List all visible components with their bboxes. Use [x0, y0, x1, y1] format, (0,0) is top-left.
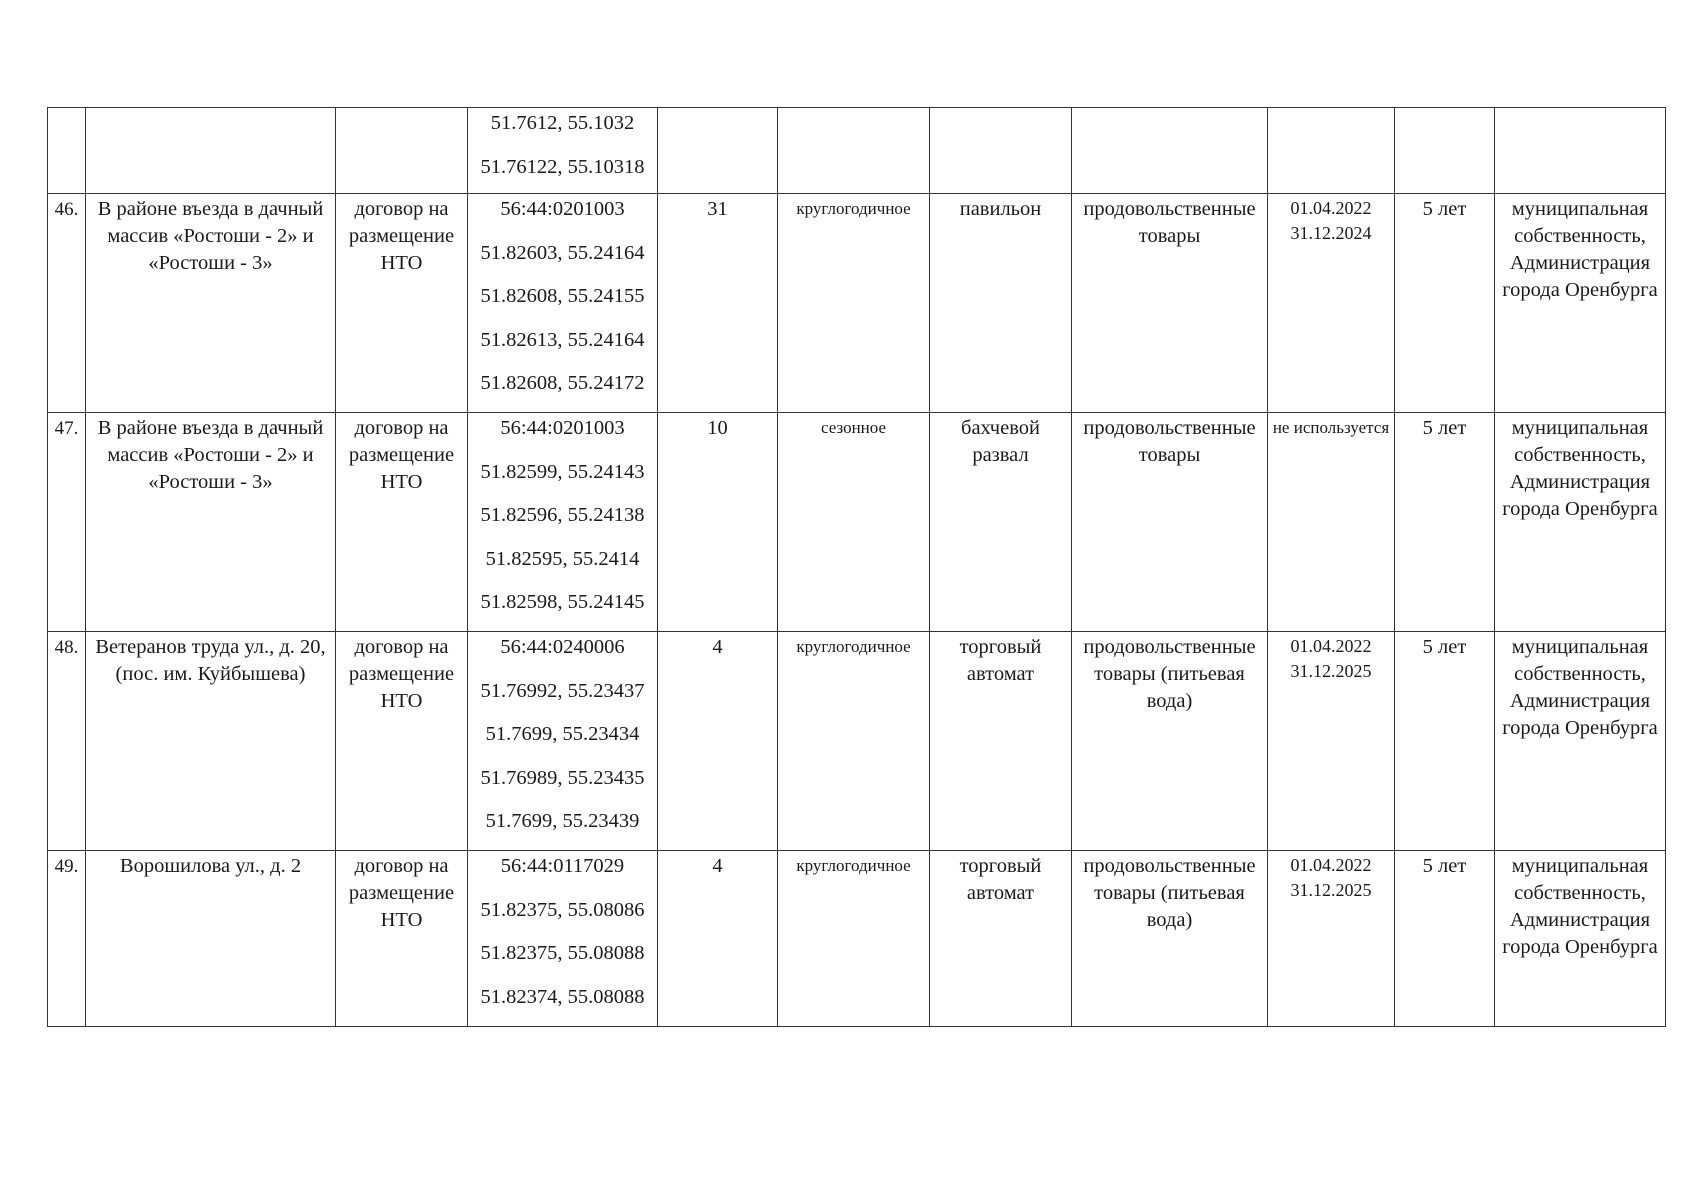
dates-cell: не используется [1268, 413, 1395, 632]
dates-cell: 01.04.2022 31.12.2025 [1268, 632, 1395, 851]
dates-cell [1268, 108, 1395, 194]
period-cell [778, 108, 930, 194]
coordinate-line: 51.82375, 55.08088 [480, 942, 645, 964]
term-cell: 5 лет [1395, 194, 1495, 413]
basis-cell: договор на размещение НТО [336, 851, 468, 1027]
owner-cell: муниципальная собственность, Администрация города Оренбурга [1495, 851, 1666, 1027]
owner-cell: муниципальная собственность, Администрация города Оренбурга [1495, 194, 1666, 413]
table-row [48, 108, 1666, 194]
address-cell: Ветеранов труда ул., д. 20, (пос. им. Куйбышева) [86, 632, 336, 851]
basis-cell: договор на размещение НТО [336, 632, 468, 851]
area-cell: 4 [658, 632, 778, 851]
period-cell: круглогодичное [778, 851, 930, 1027]
row-number-cell [48, 108, 86, 194]
nto-placement-table [47, 107, 1666, 1027]
basis-cell: договор на размещение НТО [336, 194, 468, 413]
coordinate-line: 56:44:0201003 [500, 417, 625, 439]
table-row [48, 632, 1666, 851]
row-number-cell: 46. [48, 194, 86, 413]
address-cell: В районе въезда в дачный массив «Ростоши - 2» и «Ростоши - 3» [86, 413, 336, 632]
coordinate-line: 51.82596, 55.24138 [480, 504, 645, 526]
address-cell [86, 108, 336, 194]
coordinate-line: 51.82595, 55.2414 [485, 547, 640, 570]
coordinates-cell [468, 413, 658, 632]
coordinate-line: 51.76989, 55.23435 [480, 766, 645, 789]
period-cell: круглогодичное [778, 194, 930, 413]
coordinates-cell [468, 194, 658, 413]
basis-cell: договор на размещение НТО [336, 413, 468, 632]
row-number-cell: 48. [48, 632, 86, 851]
row-number-cell: 47. [48, 413, 86, 632]
dates-cell: 01.04.2022 31.12.2025 [1268, 851, 1395, 1027]
coordinate-line: 51.7612, 55.1032 [490, 112, 635, 134]
coordinate-line: 51.82608, 55.24155 [480, 285, 645, 307]
goods-cell [1072, 108, 1268, 194]
goods-cell: продовольственные товары [1072, 194, 1268, 413]
table-row [48, 851, 1666, 1027]
coordinate-line: 51.82599, 55.24143 [480, 460, 645, 483]
term-cell: 5 лет [1395, 851, 1495, 1027]
coordinate-line: 56:44:0240006 [500, 636, 625, 658]
coordinates-cell [468, 851, 658, 1027]
coordinate-line: 51.76122, 55.10318 [480, 155, 645, 178]
object-type-cell: павильон [930, 194, 1072, 413]
goods-cell: продовольственные товары (питьевая вода) [1072, 851, 1268, 1027]
coordinate-line: 56:44:0117029 [500, 855, 625, 877]
object-type-cell: бахчевой развал [930, 413, 1072, 632]
term-cell: 5 лет [1395, 413, 1495, 632]
table-row [48, 413, 1666, 632]
object-type-cell: торговый автомат [930, 851, 1072, 1027]
term-cell: 5 лет [1395, 632, 1495, 851]
table-body [48, 108, 1666, 1027]
goods-cell: продовольственные товары (питьевая вода) [1072, 632, 1268, 851]
owner-cell: муниципальная собственность, Администрация города Оренбурга [1495, 413, 1666, 632]
goods-cell: продовольственные товары [1072, 413, 1268, 632]
area-cell [658, 108, 778, 194]
owner-cell [1495, 108, 1666, 194]
address-cell: Ворошилова ул., д. 2 [86, 851, 336, 1027]
period-cell: круглогодичное [778, 632, 930, 851]
period-cell: сезонное [778, 413, 930, 632]
coordinates-cell [468, 632, 658, 851]
coordinate-line: 51.82603, 55.24164 [480, 241, 645, 264]
table-row [48, 194, 1666, 413]
address-cell: В районе въезда в дачный массив «Ростоши - 2» и «Ростоши - 3» [86, 194, 336, 413]
coordinates-cell [468, 108, 658, 194]
owner-cell: муниципальная собственность, Администрация города Оренбурга [1495, 632, 1666, 851]
coordinate-line: 51.82598, 55.24145 [480, 591, 645, 613]
coordinate-line: 51.7699, 55.23439 [485, 810, 640, 832]
basis-cell [336, 108, 468, 194]
term-cell [1395, 108, 1495, 194]
area-cell: 10 [658, 413, 778, 632]
coordinate-line: 51.82374, 55.08088 [480, 985, 645, 1008]
dates-cell: 01.04.2022 31.12.2024 [1268, 194, 1395, 413]
coordinate-line: 51.82375, 55.08086 [480, 898, 645, 921]
area-cell: 4 [658, 851, 778, 1027]
object-type-cell: торговый автомат [930, 632, 1072, 851]
object-type-cell [930, 108, 1072, 194]
coordinate-line: 56:44:0201003 [500, 198, 625, 220]
area-cell: 31 [658, 194, 778, 413]
coordinate-line: 51.7699, 55.23434 [485, 723, 640, 745]
coordinate-line: 51.82613, 55.24164 [480, 328, 645, 351]
coordinate-line: 51.76992, 55.23437 [480, 679, 645, 702]
row-number-cell: 49. [48, 851, 86, 1027]
coordinate-line: 51.82608, 55.24172 [480, 372, 645, 394]
